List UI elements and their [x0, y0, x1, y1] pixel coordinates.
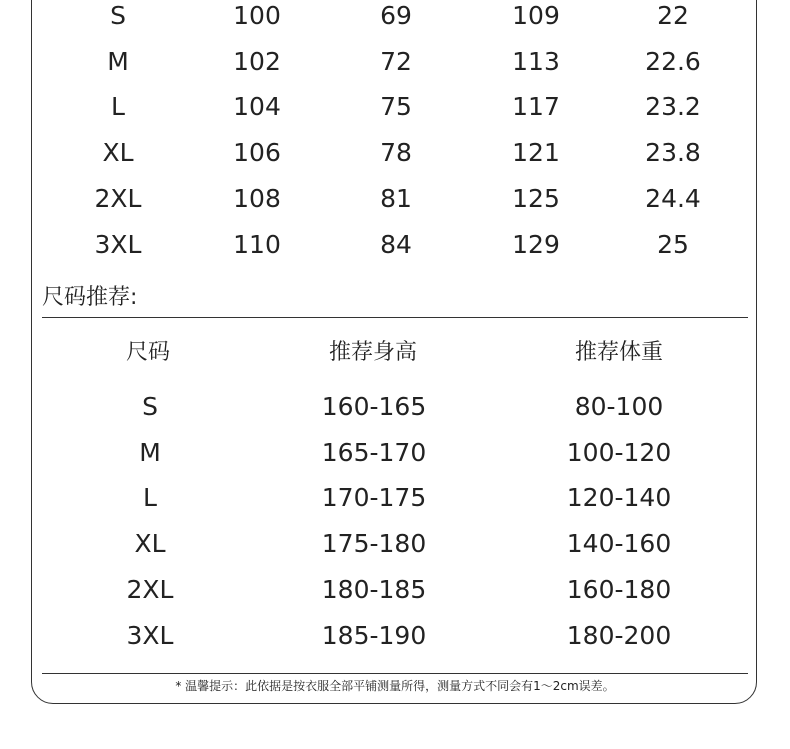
measure-cell: 69	[380, 1, 412, 30]
recommendation-cell: 140-160	[566, 529, 672, 558]
measure-cell: 78	[380, 138, 412, 167]
measure-cell: 24.4	[645, 184, 701, 213]
column-header: 推荐身高	[328, 340, 418, 365]
measure-cell: S	[110, 1, 126, 30]
measure-cell: 121	[512, 138, 560, 167]
recommendation-cell: S	[142, 392, 158, 421]
measure-cell: 3XL	[94, 230, 142, 259]
recommendation-cell: 165-170	[321, 438, 427, 467]
section-title: 尺码推荐:	[42, 285, 138, 310]
measure-cell: 25	[657, 230, 689, 259]
measure-cell: 117	[512, 92, 560, 121]
measure-cell: 110	[233, 230, 281, 259]
measure-cell: 75	[380, 92, 412, 121]
column-header: 尺码	[125, 340, 171, 365]
measure-cell: 109	[512, 1, 560, 30]
recommendation-cell: M	[139, 438, 161, 467]
measure-cell: 102	[233, 47, 281, 76]
measure-cell: 108	[233, 184, 281, 213]
measure-cell: 72	[380, 47, 412, 76]
measure-cell: 113	[512, 47, 560, 76]
column-header: 推荐体重	[574, 340, 664, 365]
recommendation-cell: 170-175	[321, 483, 427, 512]
measure-cell: 84	[380, 230, 412, 259]
measure-cell: 22	[657, 1, 689, 30]
recommendation-cell: 100-120	[566, 438, 672, 467]
recommendation-cell: 180-185	[321, 575, 427, 604]
measure-cell: L	[111, 92, 125, 121]
measure-cell: M	[107, 47, 129, 76]
recommendation-cell: XL	[134, 529, 166, 558]
recommendation-cell: 180-200	[566, 621, 672, 650]
recommendation-cell: 175-180	[321, 529, 427, 558]
recommendation-cell: L	[143, 483, 157, 512]
measure-cell: 104	[233, 92, 281, 121]
recommendation-cell: 2XL	[126, 575, 174, 604]
measure-cell: 22.6	[645, 47, 701, 76]
measure-cell: 129	[512, 230, 560, 259]
measure-cell: XL	[102, 138, 134, 167]
measure-cell: 23.2	[645, 92, 701, 121]
measure-cell: 106	[233, 138, 281, 167]
footnote: * 温馨提示：此依据是按衣服全部平铺测量所得，测量方式不同会有1～2cm误差。	[175, 679, 615, 693]
note-divider	[42, 673, 748, 674]
recommendation-cell: 185-190	[321, 621, 427, 650]
section-divider	[42, 317, 748, 318]
recommendation-cell: 120-140	[566, 483, 672, 512]
measure-cell: 100	[233, 1, 281, 30]
recommendation-cell: 3XL	[126, 621, 174, 650]
recommendation-cell: 160-180	[566, 575, 672, 604]
measure-cell: 81	[380, 184, 412, 213]
measure-cell: 125	[512, 184, 560, 213]
measure-cell: 23.8	[645, 138, 701, 167]
recommendation-cell: 160-165	[321, 392, 427, 421]
measure-cell: 2XL	[94, 184, 142, 213]
recommendation-cell: 80-100	[574, 392, 664, 421]
